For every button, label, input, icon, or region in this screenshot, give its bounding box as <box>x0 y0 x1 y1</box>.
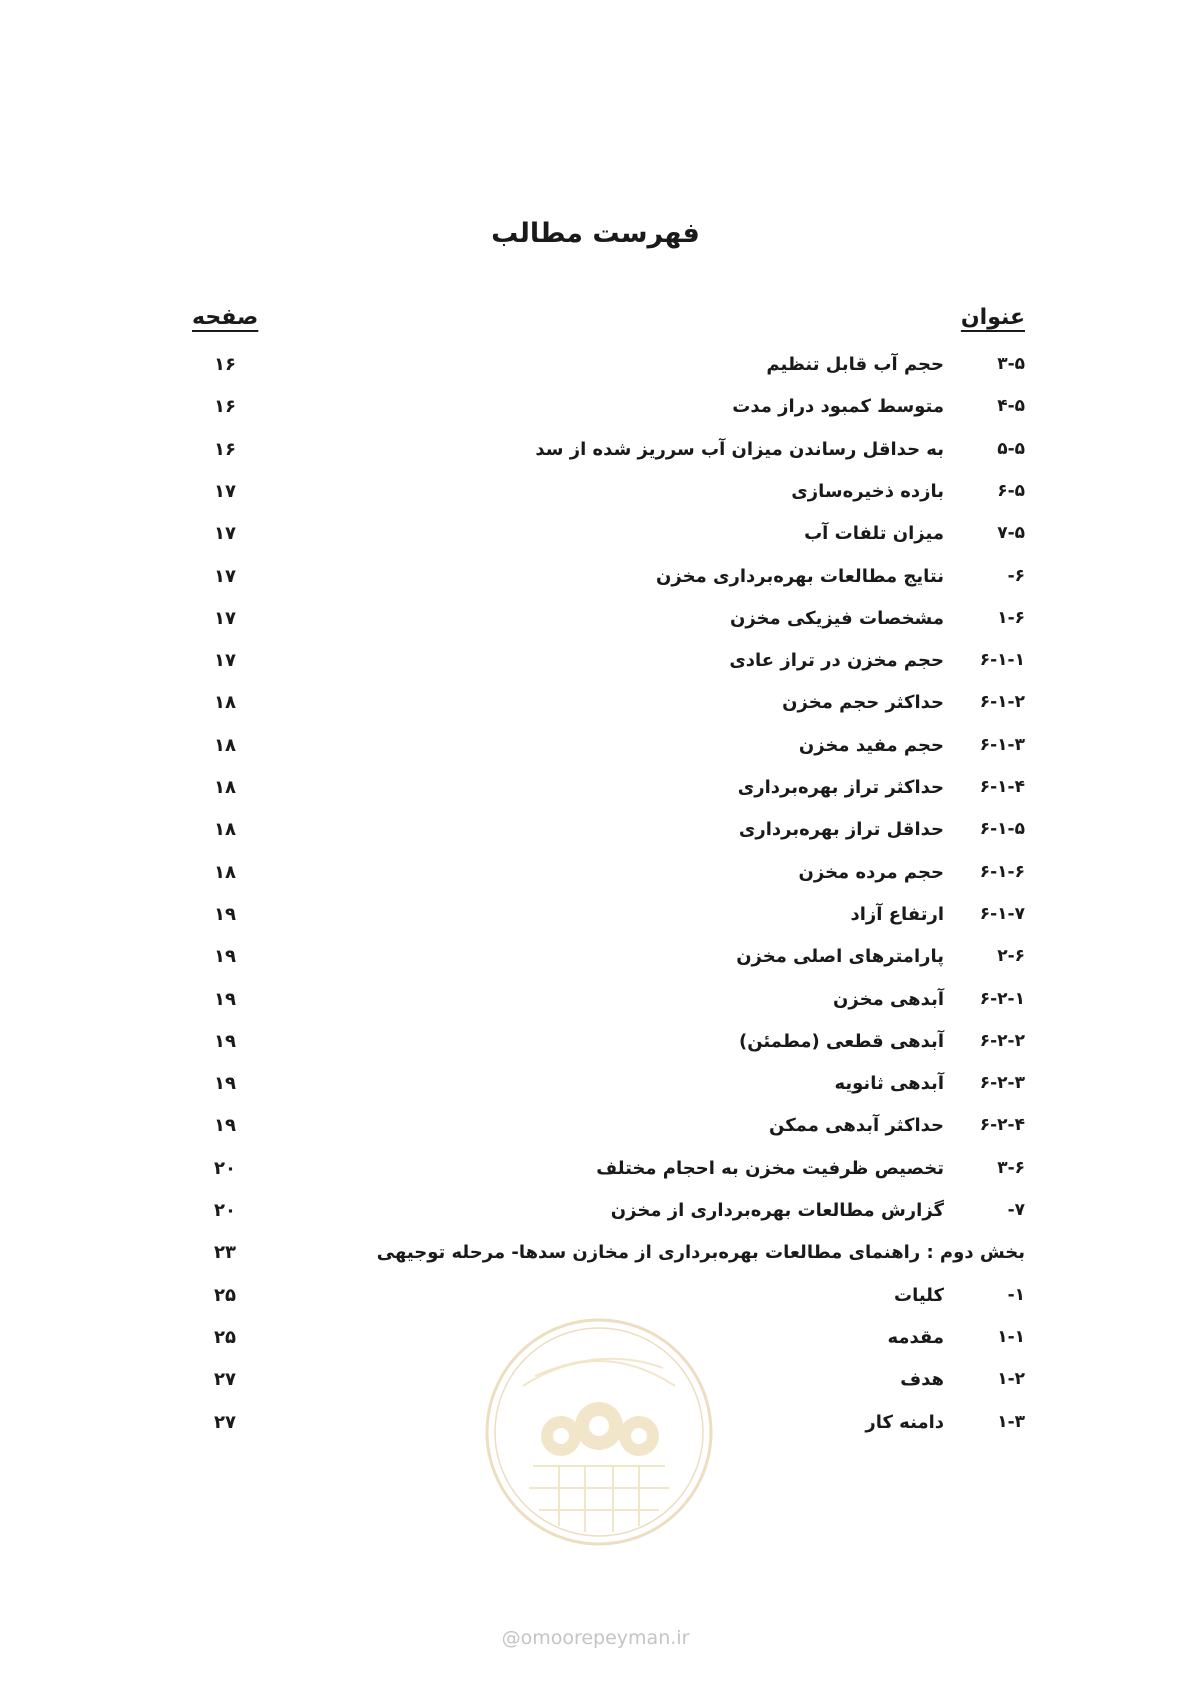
toc-entry-page: ۱۶ <box>214 354 236 375</box>
toc-entry-page: ۱۸ <box>214 777 236 798</box>
toc-entry-number: ۵-۵ <box>997 438 1025 459</box>
toc-row <box>0 566 1191 596</box>
toc-entry-number: ۱-۲ <box>997 1369 1025 1390</box>
toc-row <box>0 946 1191 976</box>
toc-row <box>0 1200 1191 1230</box>
toc-entry-title: کلیات <box>893 1284 944 1306</box>
toc-row <box>0 1158 1191 1188</box>
toc-entry-title: گزارش مطالعات بهره‌برداری از مخزن <box>610 1200 944 1221</box>
watermark-url: @omoorepeyman.ir <box>501 1627 690 1649</box>
toc-entry-title: بخش دوم : راهنمای مطالعات بهره‌برداری از مخازن سدها- مرحله توجیهی <box>376 1242 1025 1264</box>
toc-entry-number: ۳-۵ <box>997 354 1025 374</box>
toc-entry-number: ۷-۵ <box>997 523 1025 544</box>
toc-entry-page: ۱۷ <box>214 523 236 545</box>
toc-entry-title: حداکثر آبدهی ممکن <box>769 1115 944 1137</box>
toc-entry-title: دامنه کار <box>865 1411 944 1433</box>
toc-entry-number: -۶ <box>1007 565 1025 586</box>
toc-entry-title: نتایج مطالعات بهره‌برداری مخزن <box>656 565 944 587</box>
toc-entry-page: ۲۰ <box>214 1200 236 1221</box>
toc-row <box>0 735 1191 765</box>
toc-entry-number: ۶-۱-۱ <box>979 650 1025 671</box>
toc-row <box>0 819 1191 849</box>
toc-entry-title: ارتفاع آزاد <box>850 903 944 925</box>
toc-entry-page: ۱۸ <box>214 819 236 841</box>
toc-entry-title: هدف <box>900 1369 944 1391</box>
toc-entry-page: ۱۷ <box>214 565 236 587</box>
title-column-header: عنوان <box>960 305 1025 330</box>
toc-row <box>0 904 1191 934</box>
toc-entry-title: میزان تلفات آب <box>804 523 944 545</box>
toc-entry-page: ۲۷ <box>214 1369 236 1391</box>
toc-entry-number: ۶-۱-۲ <box>979 692 1025 713</box>
seal-logo-icon <box>483 1316 715 1548</box>
toc-entry-number: -۱ <box>1007 1284 1025 1305</box>
toc-row <box>0 1031 1191 1061</box>
toc-entry-page: ۱۶ <box>214 438 236 460</box>
toc-entry-page: ۱۹ <box>214 1030 236 1052</box>
toc-entry-title: حداکثر تراز بهره‌برداری <box>737 777 944 798</box>
toc-entry-number: ۱-۱ <box>997 1326 1025 1347</box>
toc-entry-number: ۶-۱-۷ <box>979 903 1025 924</box>
toc-row <box>0 608 1191 638</box>
toc-entry-number: ۶-۱-۴ <box>979 777 1025 797</box>
toc-entry-title: حداقل تراز بهره‌برداری <box>738 819 944 841</box>
toc-entry-number: ۶-۲-۳ <box>979 1073 1025 1094</box>
toc-entry-page: ۱۷ <box>214 650 236 672</box>
toc-entry-number: ۳-۶ <box>997 1157 1025 1178</box>
toc-entry-page: ۱۷ <box>214 607 236 629</box>
toc-entry-page: ۱۹ <box>214 988 236 1010</box>
toc-row <box>0 1073 1191 1103</box>
toc-row <box>0 1115 1191 1145</box>
toc-entry-title: متوسط کمبود دراز مدت <box>732 396 944 418</box>
toc-entry-number: ۶-۲-۲ <box>979 1030 1025 1051</box>
toc-entry-page: ۱۹ <box>214 903 236 925</box>
toc-entry-page: ۲۷ <box>214 1411 236 1433</box>
page-title: فهرست مطالب <box>491 218 700 249</box>
toc-entry-page: ۱۹ <box>214 1073 236 1095</box>
toc-row <box>0 1285 1191 1315</box>
toc-row <box>0 439 1191 469</box>
toc-entry-number: ۱-۶ <box>997 607 1025 628</box>
toc-entry-title: آبدهی قطعی (مطمئن) <box>739 1030 944 1052</box>
toc-section-row <box>0 1242 1191 1272</box>
toc-entry-page: ۱۷ <box>214 480 236 502</box>
page-column-header: صفحه <box>192 305 259 330</box>
toc-entry-page: ۱۶ <box>214 396 236 418</box>
toc-row <box>0 650 1191 680</box>
toc-entry-number: ۲-۶ <box>997 946 1025 967</box>
toc-entry-title: حجم آب قابل تنظیم <box>766 354 944 375</box>
toc-entry-title: مشخصات فیزیکی مخزن <box>730 607 944 629</box>
toc-entry-title: حجم مفید مخزن <box>798 734 944 756</box>
toc-row <box>0 692 1191 722</box>
toc-entry-page: ۱۸ <box>214 861 236 883</box>
toc-entry-title: آبدهی مخزن <box>833 988 944 1010</box>
toc-entry-page: ۱۹ <box>214 1115 236 1137</box>
toc-entry-title: بازده ذخیره‌سازی <box>791 480 944 502</box>
toc-entry-page: ۲۵ <box>214 1326 236 1348</box>
toc-entry-page: ۱۹ <box>214 946 236 968</box>
toc-entry-title: تخصیص ظرفیت مخزن به احجام مختلف <box>596 1157 944 1179</box>
toc-entry-page: ۱۸ <box>214 692 236 714</box>
toc-entry-page: ۲۵ <box>214 1284 236 1306</box>
toc-row <box>0 354 1191 384</box>
toc-entry-title: به حداقل رساندن میزان آب سرریز شده از سد <box>535 438 944 460</box>
toc-entry-number: ۶-۵ <box>997 480 1025 501</box>
toc-row <box>0 396 1191 426</box>
toc-entry-number: ۱-۳ <box>997 1411 1025 1432</box>
toc-entry-number: ۶-۲-۱ <box>979 988 1025 1009</box>
toc-entry-number: ۴-۵ <box>997 396 1025 417</box>
toc-entry-title: حداکثر حجم مخزن <box>782 692 944 714</box>
toc-row <box>0 777 1191 807</box>
toc-entry-title: حجم مرده مخزن <box>798 861 944 883</box>
toc-row <box>0 481 1191 511</box>
toc-entry-title: پارامترهای اصلی مخزن <box>736 946 944 968</box>
toc-row <box>0 862 1191 892</box>
toc-entry-page: ۲۳ <box>214 1242 236 1264</box>
toc-entry-page: ۱۸ <box>214 734 236 756</box>
toc-entry-number: ۶-۱-۵ <box>979 819 1025 840</box>
toc-entry-number: ۶-۱-۶ <box>979 861 1025 882</box>
toc-row <box>0 989 1191 1019</box>
toc-entry-page: ۲۰ <box>214 1157 236 1179</box>
toc-entry-number: -۷ <box>1007 1200 1025 1220</box>
toc-entry-title: آبدهی ثانویه <box>834 1073 944 1095</box>
toc-row <box>0 523 1191 553</box>
toc-entry-title: مقدمه <box>887 1326 944 1348</box>
toc-entry-title: حجم مخزن در تراز عادی <box>729 650 944 672</box>
toc-entry-number: ۶-۱-۳ <box>979 734 1025 755</box>
toc-entry-number: ۶-۲-۴ <box>979 1115 1025 1136</box>
